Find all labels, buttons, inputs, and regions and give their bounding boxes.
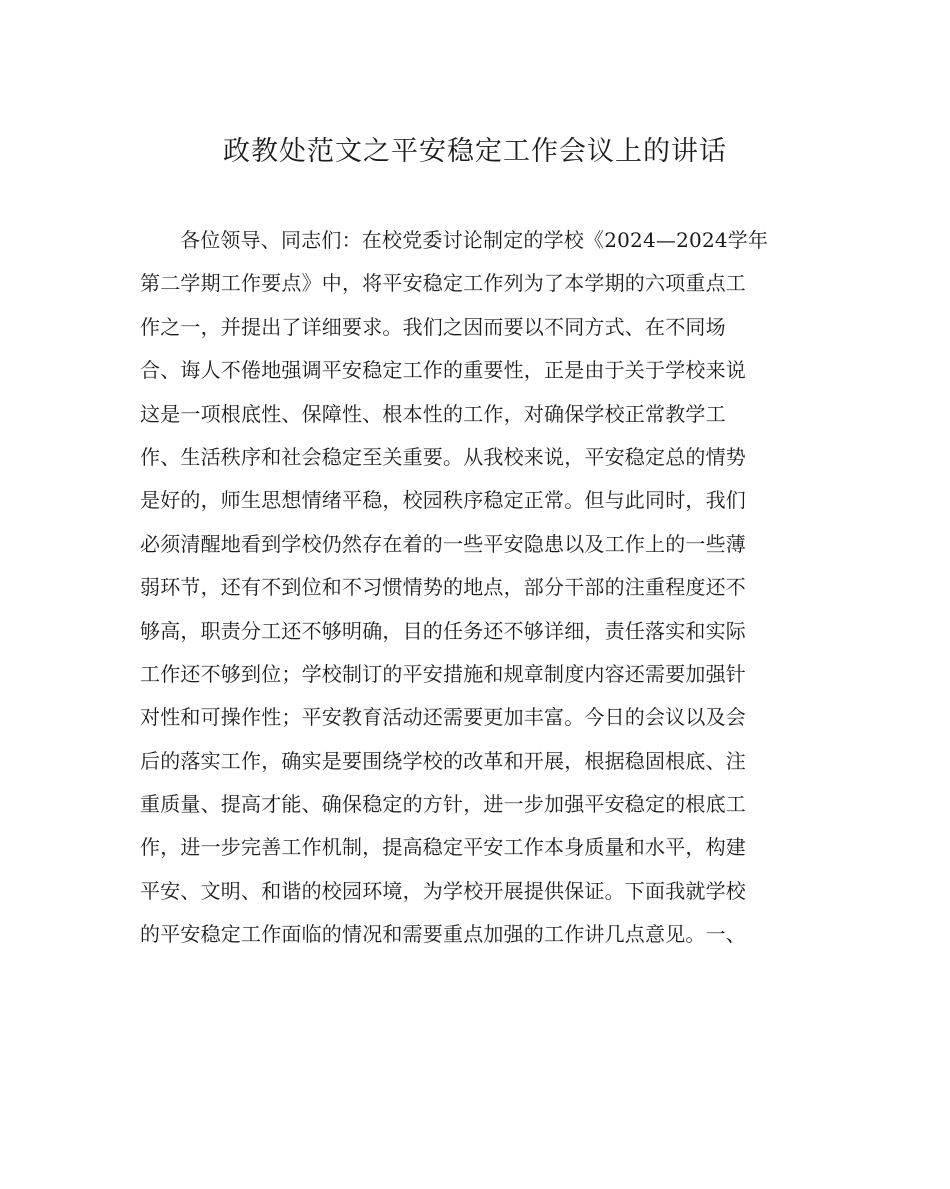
body-line: 工作还不够到位；学校制订的平安措施和规章制度内容还需要加强针 <box>140 661 746 686</box>
body-line: 合、诲人不倦地强调平安稳定工作的重要性，正是由于关于学校来说 <box>140 358 746 383</box>
body-line: 对性和可操作性；平安教育活动还需要更加丰富。今日的会议以及会 <box>140 705 746 730</box>
body-line: 作，进一步完善工作机制，提高稳定平安工作本身质量和水平，构建 <box>140 835 746 860</box>
body-line: 作之一，并提出了详细要求。我们之因而要以不同方式、在不同场 <box>140 314 726 339</box>
body-line: 必须清醒地看到学校仍然存在着的一些平安隐患以及工作上的一些薄 <box>140 531 746 556</box>
body-line: 第二学期工作要点》中，将平安稳定工作列为了本学期的六项重点工 <box>140 271 746 296</box>
body-line: 作、生活秩序和社会稳定至关重要。从我校来说，平安稳定总的情势 <box>140 444 746 469</box>
document-body <box>140 222 820 960</box>
body-line: 重质量、提高才能、确保稳定的方针，进一步加强平安稳定的根底工 <box>140 792 746 817</box>
body-line: 后的落实工作，确实是要围绕学校的改革和开展，根据稳固根底、注 <box>140 748 746 773</box>
body-line: 这是一项根底性、保障性、根本性的工作，对确保学校正常教学工 <box>140 401 726 426</box>
body-line: 是好的，师生思想情绪平稳，校园秩序稳定正常。但与此同时，我们 <box>140 488 746 513</box>
document-title: 政教处范文之平安稳定工作会议上的讲话 <box>223 136 727 167</box>
body-line: 各位领导、同志们：在校党委讨论制定的学校《2024—2024学年 <box>180 228 769 252</box>
body-line: 够高，职责分工还不够明确，目的任务还不够详细，责任落实和实际 <box>140 618 746 643</box>
body-line: 的平安稳定工作面临的情况和需要重点加强的工作讲几点意见。一、 <box>140 922 746 947</box>
body-line: 弱环节，还有不到位和不习惯情势的地点，部分干部的注重程度还不 <box>140 575 746 600</box>
body-line: 平安、文明、和谐的校园环境，为学校开展提供保证。下面我就学校 <box>140 878 746 903</box>
